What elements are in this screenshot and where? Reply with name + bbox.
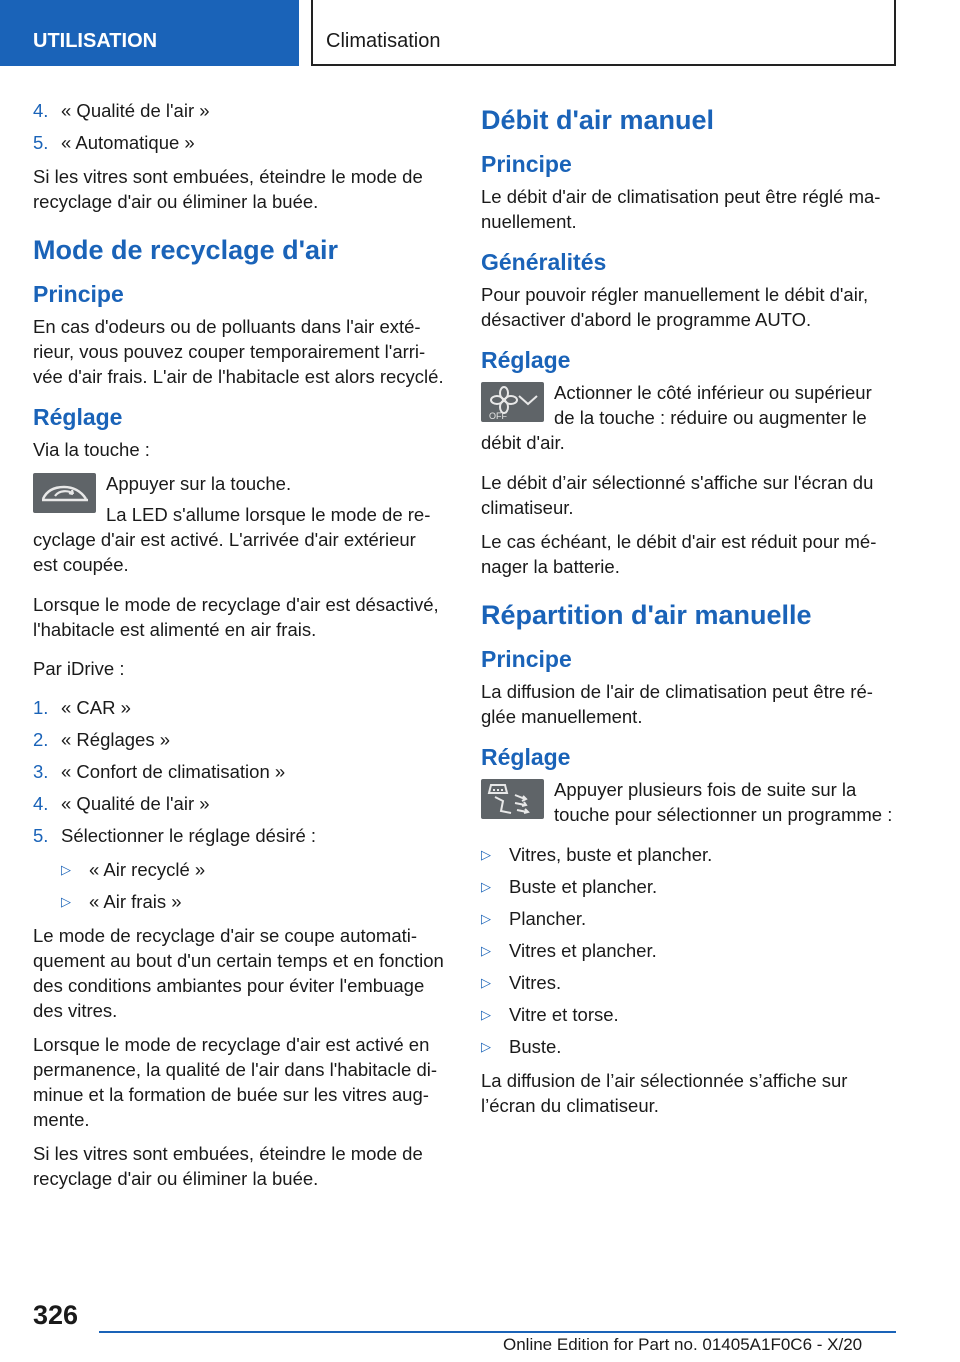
fan-off-label: OFF [489, 411, 507, 421]
triangle-right-icon: ▷ [481, 975, 491, 990]
triangle-right-icon: ▷ [481, 1007, 491, 1022]
right-column [481, 98, 893, 1127]
icon-row [481, 777, 893, 833]
heading-recirculation: Mode de recyclage d'air [33, 235, 339, 265]
list-item: ▷ Vitres. [481, 972, 562, 993]
list-number: 5. [33, 132, 49, 153]
paragraph: Actionner le côté inférieur ou supérieur de la touche : réduire ou augmenter le débit d'air. [481, 382, 872, 453]
paragraph: Si les vitres sont embuées, éteindre le mode de recyclage d'air ou éliminer la buée. [33, 1143, 423, 1189]
list-item: 4. « Qualité de l'air » [33, 100, 210, 121]
list-item: ▷ Vitre et torse. [481, 1004, 619, 1025]
paragraph: Le débit d’air sélectionné s'affiche sur l'écran du climatiseur. [481, 472, 874, 518]
list-number: 4. [33, 100, 49, 121]
recirculation-icon [33, 473, 96, 513]
paragraph: Si les vitres sont embuées, éteindre le mode de recyclage d'air ou éliminer la buée. [33, 166, 423, 212]
triangle-right-icon: ▷ [481, 943, 491, 958]
subheading-reglage: Réglage [481, 744, 571, 770]
list-item: ▷ « Air frais » [61, 891, 182, 912]
list-number: 2. [33, 729, 49, 750]
top-list [33, 98, 445, 155]
heading-repartition-air: Répartition d'air manuelle [481, 600, 812, 630]
list-item: ▷ Buste et plancher. [481, 876, 658, 897]
list-item: ▷ Buste. [481, 1036, 562, 1057]
list-item: ▷ Plancher. [481, 908, 587, 929]
list-item: 4. « Qualité de l'air » [33, 793, 210, 814]
header-chapter: Climatisation [311, 0, 896, 66]
sub-list [61, 857, 445, 914]
paragraph: La LED s'allume lorsque le mode de recyclage d'air est activé. L'arrivée d'air extérieur est coupée. [33, 504, 431, 575]
paragraph: La diffusion de l’air sélectionnée s’affiche sur l’écran du climatiseur. [481, 1070, 848, 1116]
subheading-reglage: Réglage [33, 404, 123, 430]
paragraph: Le débit d'air de climatisation peut être réglé manuellement. [481, 186, 881, 232]
paragraph: La diffusion de l'air de climatisation peut être réglée manuellement. [481, 681, 873, 727]
list-number: 4. [33, 793, 49, 814]
header-section: UTILISATION [0, 0, 299, 66]
list-number: 1. [33, 697, 49, 718]
subheading-reglage: Réglage [481, 347, 571, 373]
footer-divider [99, 1331, 896, 1333]
paragraph: Appuyer plusieurs fois de suite sur la touche pour sélectionner un programme : [554, 779, 893, 825]
list-item: ▷ « Air recyclé » [61, 859, 206, 880]
list-item: 1. « CAR » [33, 697, 131, 718]
list-item: 5. « Automatique » [33, 132, 195, 153]
heading-debit-air: Débit d'air manuel [481, 105, 714, 135]
list-number: 3. [33, 761, 49, 782]
program-list [481, 842, 893, 1059]
icon-row [481, 380, 893, 461]
triangle-right-icon: ▷ [61, 862, 71, 877]
left-column [33, 98, 445, 1200]
air-distribution-icon [481, 779, 544, 819]
footer-edition: Online Edition for Part no. 01405A1F0C6 - X/20 [503, 1335, 863, 1354]
idrive-list [33, 695, 445, 848]
triangle-right-icon: ▷ [61, 894, 71, 909]
triangle-right-icon: ▷ [481, 1039, 491, 1054]
subheading-generalites: Généralités [481, 249, 607, 275]
triangle-right-icon: ▷ [481, 879, 491, 894]
list-item: ▷ Vitres, buste et plancher. [481, 844, 713, 865]
paragraph: Lorsque le mode de recyclage d'air est désactivé, l'habitacle est alimenté en air frais. [33, 594, 439, 640]
list-number: 5. [33, 825, 49, 846]
paragraph: Lorsque le mode de recyclage d'air est activé en permanence, la qualité de l'air dans l'habitacle diminue et la formation de buée sur les vitres augmente. [33, 1034, 438, 1130]
subheading-principe: Principe [481, 646, 572, 672]
subheading-principe: Principe [33, 281, 124, 307]
list-item: ▷ Vitres et plancher. [481, 940, 657, 961]
paragraph: Appuyer sur la touche. [106, 473, 292, 494]
triangle-right-icon: ▷ [481, 847, 491, 862]
paragraph: Le cas échéant, le débit d'air est réduit pour ménager la batterie. [481, 531, 877, 577]
paragraph: Via la touche : [33, 439, 150, 460]
page-number: 326 [33, 1300, 79, 1330]
list-item: 2. « Réglages » [33, 729, 171, 750]
paragraph: Par iDrive : [33, 658, 125, 679]
icon-row [33, 471, 445, 583]
triangle-right-icon: ▷ [481, 911, 491, 926]
fan-off-icon [481, 382, 544, 422]
subheading-principe: Principe [481, 151, 572, 177]
paragraph: Pour pouvoir régler manuellement le débit d'air, désactiver d'abord le programme AUTO. [481, 284, 869, 330]
paragraph: Le mode de recyclage d'air se coupe automatiquement au bout d'un certain temps et en fonction des conditions ambiantes pour éviter l'embuage des vitres. [33, 925, 444, 1021]
paragraph: En cas d'odeurs ou de polluants dans l'air extérieur, vous pouvez couper temporairement l'arrivée d'air frais. L'air de l'habitacle est alors recyclé. [33, 316, 444, 387]
list-item: 5. Sélectionner le réglage désiré : [33, 825, 317, 846]
list-item: 3. « Confort de climatisation » [33, 761, 286, 782]
